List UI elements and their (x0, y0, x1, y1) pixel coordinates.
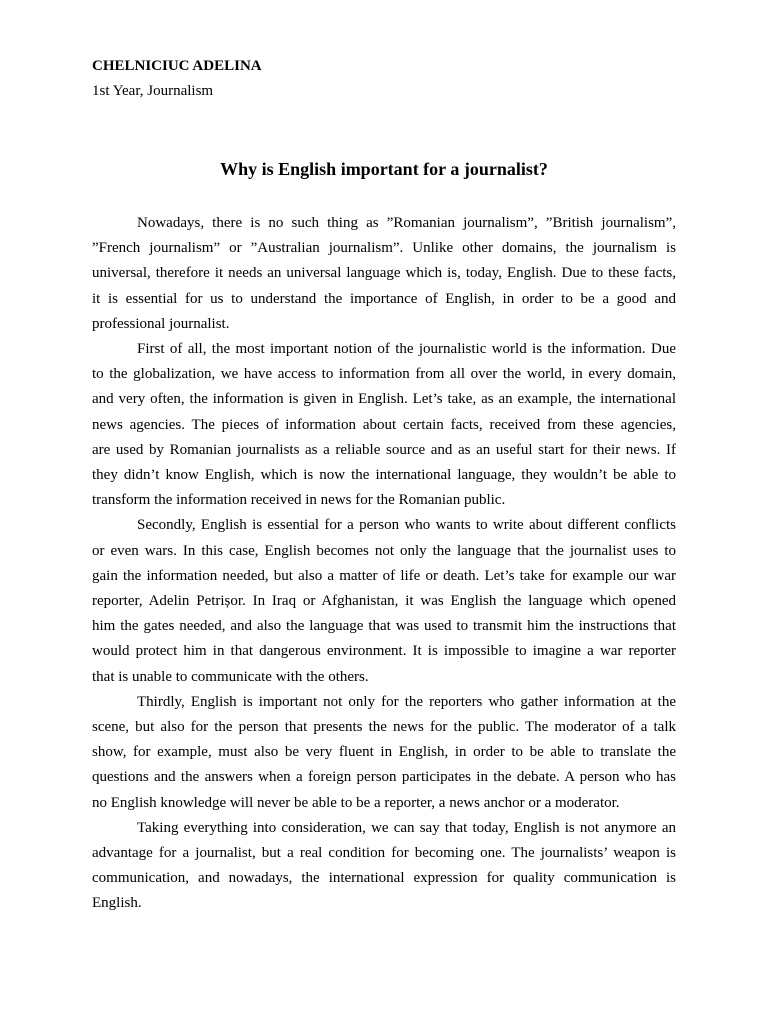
paragraph-line: that is unable to communicate with the others. (92, 668, 369, 685)
paragraph-line: Nowadays, there is no such thing as ”Romanian journalism”, ”British journalism”, (137, 215, 676, 231)
paragraph-line: Secondly, English is essential for a person who wants to write about different conflicts (137, 517, 676, 534)
paragraph-line: show, for example, must also be very fluent in English, in order to be able to translate the (92, 744, 676, 761)
paragraph-line: universal, therefore it needs an universal language which is, today, English. Due to these facts, (92, 265, 676, 282)
paragraph-line: ”French journalism” or ”Australian journalism”. Unlike other domains, the journalism is (92, 240, 676, 257)
paragraph-line: transform the information received in news for the Romanian public. (92, 492, 506, 509)
paragraph-5 (92, 816, 676, 917)
paragraph-line: are used by Romanian journalists as a reliable source and as an useful start for their news. If (92, 441, 676, 458)
author-block (92, 54, 262, 104)
paragraph-line: news agencies. The pieces of information about certain facts, received from these agencies, (92, 416, 676, 433)
paragraph-line: or even wars. In this case, English becomes not only the language that the journalist uses to (92, 542, 676, 559)
paragraph-line: gain the information needed, but also a matter of life or death. Let’s take for example our war (92, 567, 676, 584)
paragraph-4 (92, 690, 676, 816)
paragraph-line: professional journalist. (92, 315, 230, 332)
paragraph-line: it is essential for us to understand the importance of English, in order to be a good and (92, 290, 676, 307)
document-body (92, 211, 676, 917)
paragraph-2 (92, 337, 676, 513)
paragraph-1 (92, 211, 676, 337)
paragraph-line: reporter, Adelin Petrișor. In Iraq or Afghanistan, it was English the language which opened (92, 593, 676, 610)
paragraph-line: they didn’t know English, which is now the international language, they wouldn’t be able to (92, 467, 676, 484)
paragraph-line: him the gates needed, and also the language that was used to transmit him the instructions that (92, 618, 676, 635)
paragraph-line: English. (92, 895, 142, 912)
paragraph-line: Thirdly, English is important not only for the reporters who gather information at the (137, 693, 676, 710)
paragraph-3 (92, 513, 676, 689)
paragraph-line: no English knowledge will never be able to be a reporter, a news anchor or a moderator. (92, 794, 620, 811)
document-title: Why is English important for a journalist? (220, 159, 548, 179)
paragraph-line: scene, but also for the person that presents the news for the public. The moderator of a talk (92, 719, 676, 736)
paragraph-line: and very often, the information is given in English. Let’s take, as an example, the international (92, 391, 676, 408)
paragraph-line: communication, and nowadays, the international expression for quality communication is (92, 870, 676, 887)
author-name: CHELNICIUC ADELINA (92, 58, 262, 74)
paragraph-line: to the globalization, we have access to information from all over the world, in every domain, (92, 366, 676, 383)
paragraph-line: Taking everything into consideration, we can say that today, English is not anymore an (137, 819, 676, 836)
paragraph-line: First of all, the most important notion of the journalistic world is the information. Due (137, 341, 676, 358)
paragraph-line: advantage for a journalist, but a real condition for becoming one. The journalists’ weapon is (92, 845, 676, 862)
paragraph-line: would protect him in that dangerous environment. It is impossible to imagine a war reporter (92, 643, 676, 660)
paragraph-line: questions and the answers when a foreign person participates in the debate. A person who has (92, 769, 676, 786)
author-affiliation: 1st Year, Journalism (92, 83, 214, 100)
